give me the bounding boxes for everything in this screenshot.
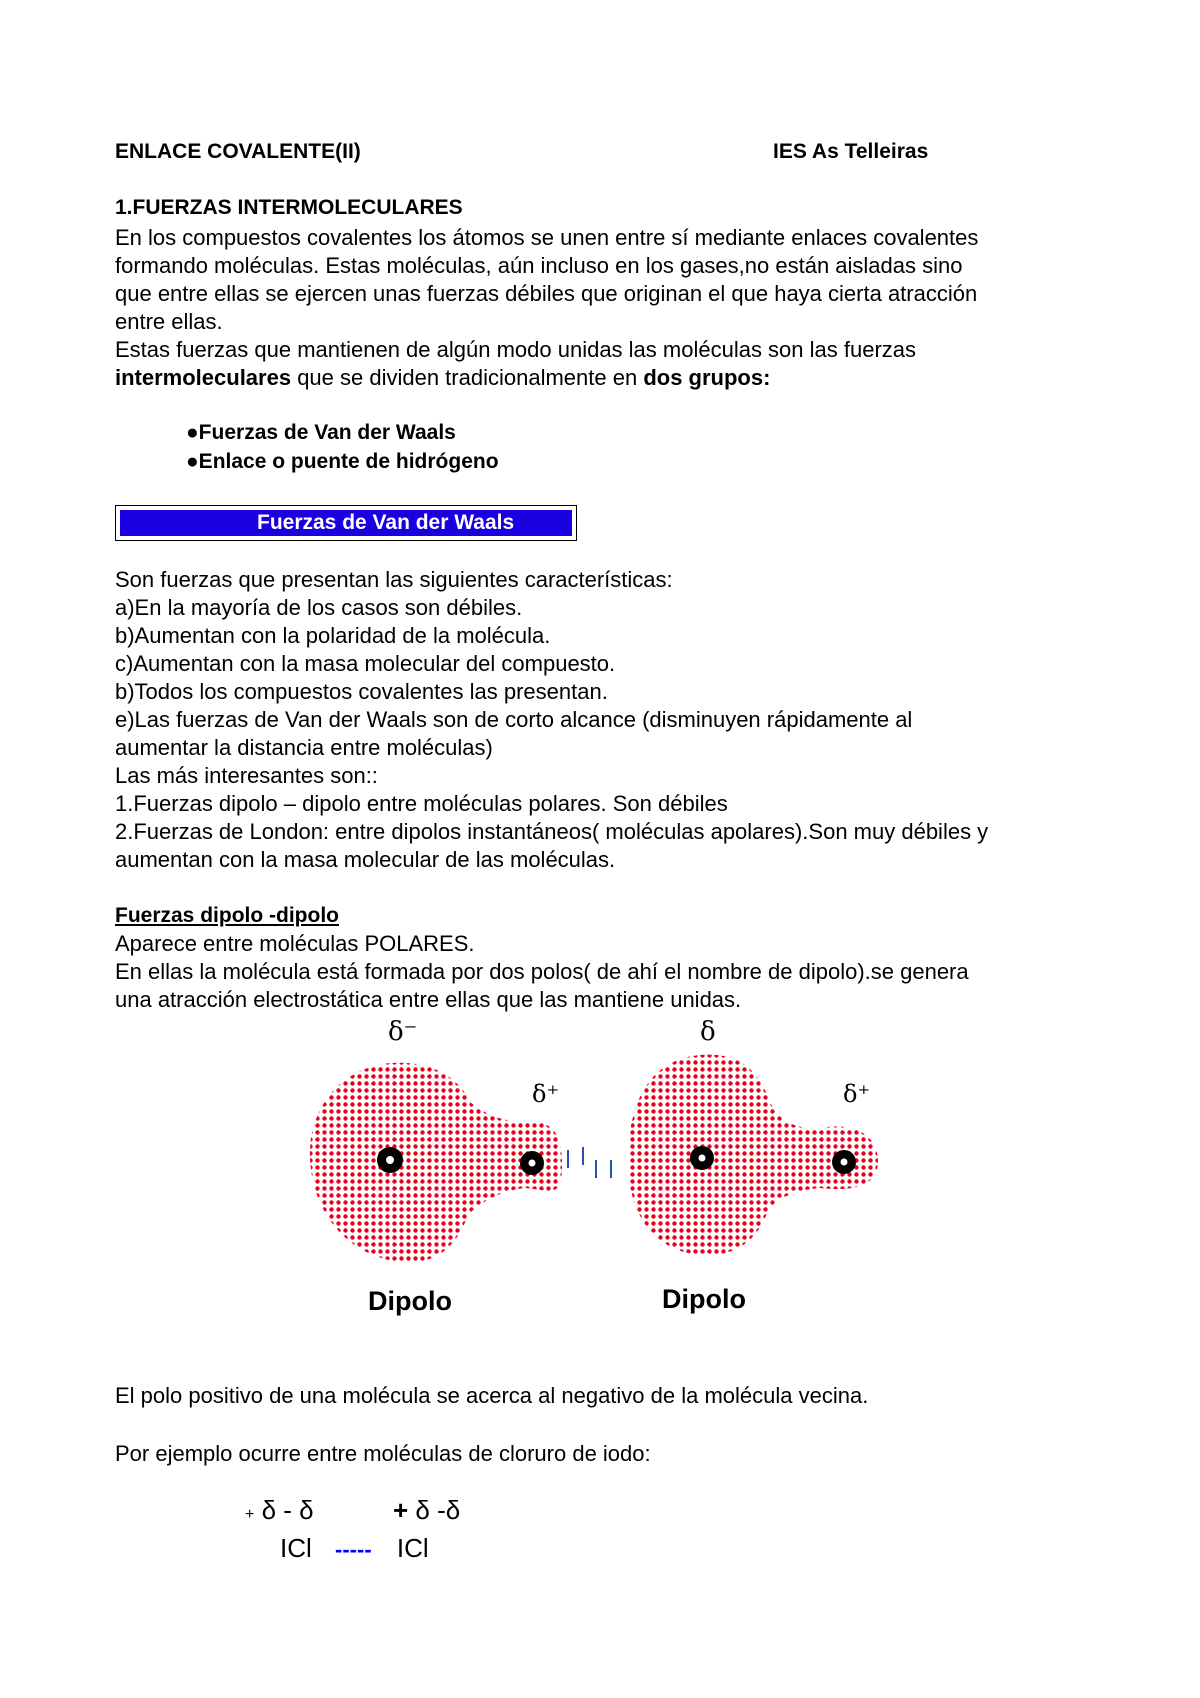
dipole-diagram (300, 1010, 900, 1330)
paragraph-line: En ellas la molécula está formada por dos polos( de ahí el nombre de dipolo).se genera (115, 959, 969, 984)
delta-plus-label: δ⁺ (532, 1080, 560, 1108)
vdw-heading: Fuerzas de Van der Waals (120, 510, 572, 536)
delta-label: δ (700, 1017, 716, 1047)
plus-sign: + (245, 1506, 255, 1523)
vdw-heading-box (115, 505, 577, 541)
dipole-molecule-left (310, 1063, 562, 1263)
paragraph-line: Por ejemplo ocurre entre moléculas de cloruro de iodo: (115, 1441, 651, 1466)
paragraph-line: Aparece entre moléculas POLARES. (115, 931, 475, 956)
charge-line (393, 1495, 460, 1526)
charge-labels: δ -δ (415, 1495, 461, 1525)
delta-plus-label: δ⁺ (843, 1080, 871, 1108)
document-title: ENLACE COVALENTE(II) (115, 140, 361, 163)
paragraph-line: formando moléculas. Estas moléculas, aún incluso en los gases,no están aisladas sino (115, 253, 963, 278)
paragraph-line: Son fuerzas que presentan las siguientes características: (115, 567, 673, 592)
paragraph-line: Estas fuerzas que mantienen de algún modo unidas las moléculas son las fuerzas (115, 337, 917, 362)
paragraph-line: aumentan con la masa molecular de las moléculas. (115, 847, 616, 872)
paragraph-line: 1.Fuerzas dipolo – dipolo entre moléculas polares. Son débiles (115, 791, 728, 816)
molecule-formula: ICl (280, 1533, 312, 1563)
subsection-title: Fuerzas dipolo -dipolo (115, 904, 339, 927)
paragraph-line (115, 364, 770, 392)
school-name: IES As Telleiras (773, 140, 929, 163)
charge-line (245, 1495, 314, 1526)
bold-term: dos grupos: (643, 365, 771, 390)
delta-minus-label: δ⁻ (388, 1017, 418, 1047)
dipole-label-right: Dipolo (662, 1284, 746, 1314)
paragraph-line: una atracción electrostática entre ellas que las mantiene unidas. (115, 987, 742, 1012)
charge-labels: δ - δ (261, 1495, 314, 1525)
paragraph-line: El polo positivo de una molécula se acerca al negativo de la molécula vecina. (115, 1383, 869, 1408)
molecule-line (280, 1533, 429, 1564)
dashed-bond: ----- (335, 1537, 372, 1562)
paragraph-line: Las más interesantes son:: (115, 763, 378, 788)
paragraph-line: En los compuestos covalentes los átomos se unen entre sí mediante enlaces covalentes (115, 225, 979, 250)
section-title: 1.FUERZAS INTERMOLECULARES (115, 196, 463, 219)
dipole-label-left: Dipolo (368, 1286, 452, 1316)
paragraph-line: c)Aumentan con la masa molecular del compuesto. (115, 651, 616, 676)
paragraph-line: b)Todos los compuestos covalentes las presentan. (115, 679, 608, 704)
paragraph-line: entre ellas. (115, 309, 223, 334)
bullet-item: ●Fuerzas de Van der Waals (186, 421, 456, 444)
paragraph-line: a)En la mayoría de los casos son débiles. (115, 595, 523, 620)
paragraph-line: que entre ellas se ejercen unas fuerzas débiles que originan el que haya cierta atracción (115, 281, 978, 306)
paragraph-line: e)Las fuerzas de Van der Waals son de corto alcance (disminuyen rápidamente al (115, 707, 913, 732)
bullet-item: ●Enlace o puente de hidrógeno (186, 450, 499, 473)
dipole-molecule-right (628, 1055, 878, 1256)
paragraph-line: b)Aumentan con la polaridad de la molécula. (115, 623, 551, 648)
text-fragment: que se dividen tradicionalmente en (291, 365, 644, 390)
bold-term: intermoleculares (115, 365, 292, 390)
molecule-formula: ICl (396, 1533, 429, 1563)
paragraph-line: aumentar la distancia entre moléculas) (115, 735, 493, 760)
attraction-bars (568, 1147, 611, 1178)
paragraph-line: 2.Fuerzas de London: entre dipolos instantáneos( moléculas apolares).Son muy débiles y (115, 819, 989, 844)
plus-sign: + (393, 1495, 409, 1525)
